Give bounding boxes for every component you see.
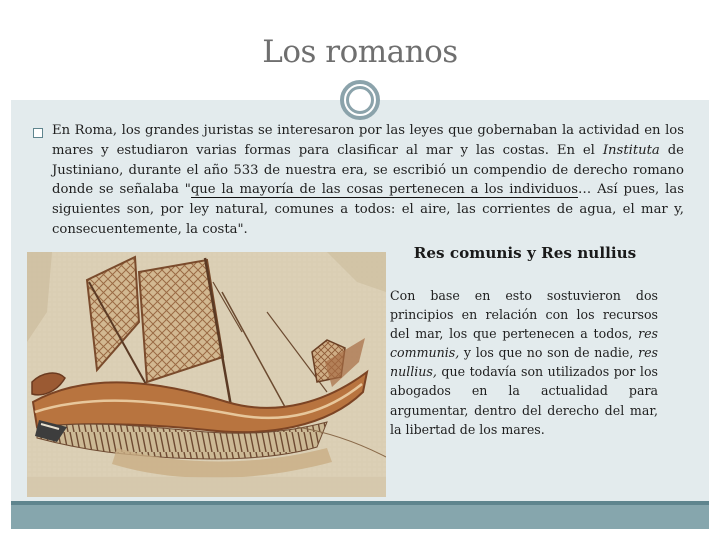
intro-text-1: En Roma, los grandes juristas se interesaron por las leyes que gobernaban la actividad en los mares y estudiaron varias formas para clasificar al mar y las costas. En el <box>52 123 684 158</box>
roman-ship-mosaic-image <box>27 252 386 497</box>
body-italic-res-communis: res communis, <box>390 326 658 361</box>
subheading: Res comunis y Res nullius <box>413 244 637 262</box>
intro-text-3: … Así pues, las siguientes son, por ley natural, comunes a todos: el aire, las corrientes de agua, el mar y, consecuentemente, la costa". <box>52 182 684 237</box>
square-bullet-icon <box>33 128 43 138</box>
intro-italic-instituta: Instituta <box>602 142 660 158</box>
footer-bar <box>11 501 709 529</box>
mosaic-drawing <box>27 252 386 497</box>
intro-underlined-quote: que la mayoría de las cosas pertenecen a los individuos <box>190 182 578 198</box>
body-text-2: y los que no son de nadie, <box>459 345 639 361</box>
body-text-1: Con base en esto sostuvieron dos principios en relación con los recursos del mar, los que pertenecen a todos, <box>390 288 658 342</box>
intro-text-2: de Justiniano, durante el año 533 de nuestra era, se escribió un compendio de derecho romano donde se señalaba " <box>52 142 684 198</box>
slide-title: Los romanos <box>262 34 458 70</box>
body-paragraph <box>390 286 658 439</box>
intro-paragraph <box>52 121 684 240</box>
decorative-ring-inner <box>346 86 374 114</box>
body-italic-res-nullius: res nullius, <box>390 345 658 380</box>
body-text-3: que todavía son utilizados por los abogados en la actualidad para argumentar, dentro del derecho del mar, la libertad de los mares. <box>390 364 658 437</box>
footer-accent <box>11 501 709 505</box>
